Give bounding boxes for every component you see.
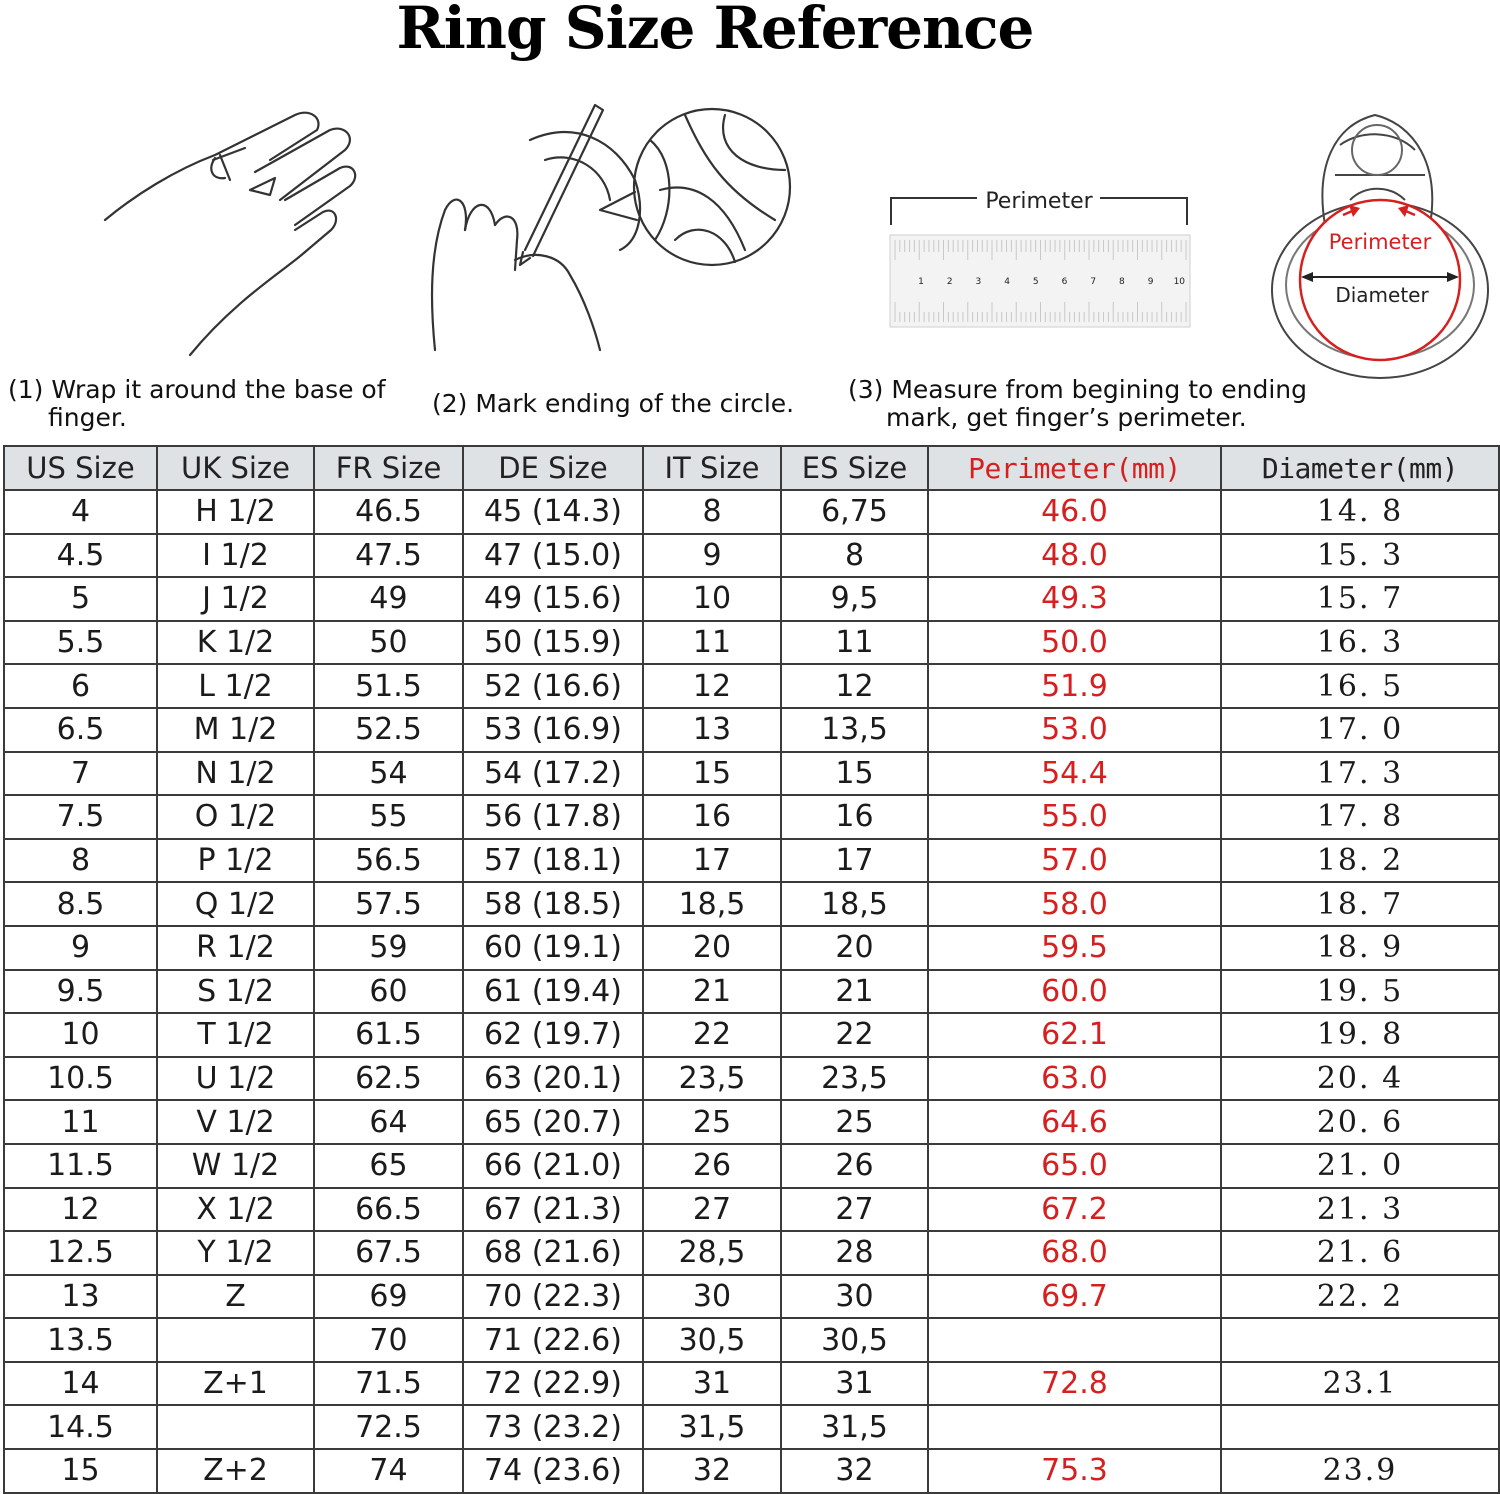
cell-es-size: 28 [781, 1231, 928, 1275]
cell-es-size: 17 [781, 839, 928, 883]
cell-diameter: 18. 7 [1221, 882, 1499, 926]
cell-de-size: 72 (22.9) [463, 1362, 643, 1406]
cell-fr-size: 67.5 [314, 1231, 463, 1275]
cell-it-size: 21 [643, 970, 781, 1014]
cell-fr-size: 62.5 [314, 1057, 463, 1101]
cell-perimeter: 53.0 [928, 708, 1221, 752]
cell-us-size: 7 [4, 752, 157, 796]
cell-de-size: 58 (18.5) [463, 882, 643, 926]
ruler-number: 7 [1090, 277, 1097, 287]
header-uk-size: UK Size [157, 446, 314, 490]
cell-uk-size [157, 1405, 314, 1449]
cell-us-size: 11.5 [4, 1144, 157, 1188]
table-row [4, 534, 1499, 578]
cell-diameter: 15. 3 [1221, 534, 1499, 578]
cell-es-size: 30,5 [781, 1318, 928, 1362]
cell-perimeter: 59.5 [928, 926, 1221, 970]
hand-wrap-illustration [95, 100, 375, 365]
cell-es-size: 26 [781, 1144, 928, 1188]
cell-es-size: 23,5 [781, 1057, 928, 1101]
table-row [4, 1362, 1499, 1406]
cell-diameter: 16. 3 [1221, 621, 1499, 665]
cell-uk-size: K 1/2 [157, 621, 314, 665]
table-row [4, 1144, 1499, 1188]
cell-es-size: 15 [781, 752, 928, 796]
cell-diameter: 23.9 [1221, 1449, 1499, 1493]
cell-it-size: 26 [643, 1144, 781, 1188]
cell-perimeter: 63.0 [928, 1057, 1221, 1101]
cell-it-size: 28,5 [643, 1231, 781, 1275]
cell-diameter: 20. 4 [1221, 1057, 1499, 1101]
cell-perimeter: 55.0 [928, 795, 1221, 839]
cell-diameter: 20. 6 [1221, 1100, 1499, 1144]
cell-perimeter [928, 1318, 1221, 1362]
cell-de-size: 66 (21.0) [463, 1144, 643, 1188]
cell-uk-size: N 1/2 [157, 752, 314, 796]
cell-uk-size: M 1/2 [157, 708, 314, 752]
cell-it-size: 20 [643, 926, 781, 970]
cell-de-size: 54 (17.2) [463, 752, 643, 796]
cell-uk-size [157, 1318, 314, 1362]
cell-perimeter: 60.0 [928, 970, 1221, 1014]
cell-it-size: 31,5 [643, 1405, 781, 1449]
cell-uk-size: T 1/2 [157, 1013, 314, 1057]
table-row [4, 970, 1499, 1014]
cell-de-size: 71 (22.6) [463, 1318, 643, 1362]
step-2-line-1: (2) Mark ending of the circle. [432, 389, 795, 418]
ring-diameter-label: Diameter [1335, 283, 1429, 307]
cell-diameter: 21. 3 [1221, 1188, 1499, 1232]
ruler-number: 8 [1119, 277, 1125, 287]
ruler-number: 4 [1004, 277, 1010, 287]
cell-uk-size: U 1/2 [157, 1057, 314, 1101]
cell-es-size: 31,5 [781, 1405, 928, 1449]
cell-perimeter: 46.0 [928, 490, 1221, 534]
cell-es-size: 9,5 [781, 577, 928, 621]
cell-diameter: 19. 8 [1221, 1013, 1499, 1057]
ruler-number: 3 [975, 277, 982, 287]
cell-diameter: 22. 2 [1221, 1275, 1499, 1319]
header-de-size: DE Size [463, 446, 643, 490]
cell-diameter: 17. 3 [1221, 752, 1499, 796]
cell-it-size: 13 [643, 708, 781, 752]
cell-perimeter: 58.0 [928, 882, 1221, 926]
cell-fr-size: 52.5 [314, 708, 463, 752]
table-row [4, 1318, 1499, 1362]
ruler-perimeter-label: Perimeter [985, 189, 1093, 214]
cell-uk-size: Z [157, 1275, 314, 1319]
cell-uk-size: W 1/2 [157, 1144, 314, 1188]
cell-de-size: 60 (19.1) [463, 926, 643, 970]
cell-us-size: 13.5 [4, 1318, 157, 1362]
cell-us-size: 10.5 [4, 1057, 157, 1101]
cell-fr-size: 72.5 [314, 1405, 463, 1449]
cell-it-size: 27 [643, 1188, 781, 1232]
cell-us-size: 12.5 [4, 1231, 157, 1275]
cell-diameter: 18. 2 [1221, 839, 1499, 883]
cell-fr-size: 59 [314, 926, 463, 970]
cell-de-size: 47 (15.0) [463, 534, 643, 578]
cell-fr-size: 57.5 [314, 882, 463, 926]
cell-fr-size: 71.5 [314, 1362, 463, 1406]
cell-us-size: 14 [4, 1362, 157, 1406]
cell-perimeter: 57.0 [928, 839, 1221, 883]
cell-it-size: 12 [643, 664, 781, 708]
cell-perimeter: 49.3 [928, 577, 1221, 621]
cell-us-size: 7.5 [4, 795, 157, 839]
step-3-caption [848, 376, 1307, 432]
cell-es-size: 11 [781, 621, 928, 665]
table-row [4, 664, 1499, 708]
header-fr-size: FR Size [314, 446, 463, 490]
table-row [4, 1405, 1499, 1449]
step-1-line-2: finger. [48, 403, 127, 432]
table-row [4, 752, 1499, 796]
cell-perimeter: 50.0 [928, 621, 1221, 665]
cell-de-size: 53 (16.9) [463, 708, 643, 752]
cell-fr-size: 50 [314, 621, 463, 665]
header-es-size: ES Size [781, 446, 928, 490]
cell-es-size: 18,5 [781, 882, 928, 926]
cell-de-size: 65 (20.7) [463, 1100, 643, 1144]
cell-it-size: 17 [643, 839, 781, 883]
cell-de-size: 52 (16.6) [463, 664, 643, 708]
cell-de-size: 57 (18.1) [463, 839, 643, 883]
cell-us-size: 14.5 [4, 1405, 157, 1449]
cell-de-size: 50 (15.9) [463, 621, 643, 665]
step-2-caption [432, 390, 794, 418]
cell-us-size: 15 [4, 1449, 157, 1493]
cell-es-size: 25 [781, 1100, 928, 1144]
cell-de-size: 73 (23.2) [463, 1405, 643, 1449]
cell-de-size: 63 (20.1) [463, 1057, 643, 1101]
table-row [4, 708, 1499, 752]
cell-de-size: 49 (15.6) [463, 577, 643, 621]
page-title: Ring Size Reference [396, 0, 1034, 62]
cell-es-size: 6,75 [781, 490, 928, 534]
ruler-number: 1 [918, 277, 924, 287]
cell-us-size: 8 [4, 839, 157, 883]
cell-us-size: 6.5 [4, 708, 157, 752]
table-row [4, 1100, 1499, 1144]
ruler-number: 2 [946, 277, 953, 287]
ring-perimeter-label: Perimeter [1328, 230, 1432, 254]
cell-es-size: 16 [781, 795, 928, 839]
hand-mark-illustration [425, 100, 800, 360]
cell-uk-size: S 1/2 [157, 970, 314, 1014]
cell-de-size: 45 (14.3) [463, 490, 643, 534]
cell-us-size: 6 [4, 664, 157, 708]
cell-fr-size: 51.5 [314, 664, 463, 708]
table-row [4, 926, 1499, 970]
cell-it-size: 9 [643, 534, 781, 578]
cell-diameter [1221, 1318, 1499, 1362]
cell-uk-size: J 1/2 [157, 577, 314, 621]
cell-diameter: 17. 0 [1221, 708, 1499, 752]
cell-de-size: 62 (19.7) [463, 1013, 643, 1057]
table-row [4, 490, 1499, 534]
cell-fr-size: 46.5 [314, 490, 463, 534]
cell-fr-size: 69 [314, 1275, 463, 1319]
cell-perimeter: 48.0 [928, 534, 1221, 578]
cell-fr-size: 61.5 [314, 1013, 463, 1057]
cell-uk-size: Z+2 [157, 1449, 314, 1493]
cell-it-size: 22 [643, 1013, 781, 1057]
header-us-size: US Size [4, 446, 157, 490]
cell-fr-size: 55 [314, 795, 463, 839]
cell-diameter: 19. 5 [1221, 970, 1499, 1014]
cell-perimeter: 54.4 [928, 752, 1221, 796]
table-row [4, 795, 1499, 839]
cell-us-size: 5.5 [4, 621, 157, 665]
table-row [4, 577, 1499, 621]
cell-diameter: 16. 5 [1221, 664, 1499, 708]
cell-us-size: 4.5 [4, 534, 157, 578]
cell-it-size: 15 [643, 752, 781, 796]
cell-us-size: 9.5 [4, 970, 157, 1014]
cell-diameter: 15. 7 [1221, 577, 1499, 621]
cell-uk-size: R 1/2 [157, 926, 314, 970]
cell-it-size: 16 [643, 795, 781, 839]
cell-fr-size: 54 [314, 752, 463, 796]
cell-fr-size: 47.5 [314, 534, 463, 578]
cell-diameter: 21. 0 [1221, 1144, 1499, 1188]
cell-uk-size: Y 1/2 [157, 1231, 314, 1275]
cell-perimeter: 65.0 [928, 1144, 1221, 1188]
cell-us-size: 5 [4, 577, 157, 621]
cell-de-size: 70 (22.3) [463, 1275, 643, 1319]
cell-uk-size: X 1/2 [157, 1188, 314, 1232]
cell-perimeter: 62.1 [928, 1013, 1221, 1057]
cell-de-size: 74 (23.6) [463, 1449, 643, 1493]
cell-fr-size: 66.5 [314, 1188, 463, 1232]
cell-es-size: 22 [781, 1013, 928, 1057]
table-row [4, 882, 1499, 926]
cell-uk-size: V 1/2 [157, 1100, 314, 1144]
ring-perimeter-circle [1300, 200, 1460, 360]
cell-de-size: 56 (17.8) [463, 795, 643, 839]
cell-uk-size: I 1/2 [157, 534, 314, 578]
header-it-size: IT Size [643, 446, 781, 490]
cell-es-size: 12 [781, 664, 928, 708]
cell-diameter: 21. 6 [1221, 1231, 1499, 1275]
table-row [4, 1449, 1499, 1493]
cell-es-size: 8 [781, 534, 928, 578]
cell-de-size: 61 (19.4) [463, 970, 643, 1014]
ruler-number: 10 [1173, 277, 1186, 287]
cell-us-size: 9 [4, 926, 157, 970]
cell-it-size: 31 [643, 1362, 781, 1406]
cell-perimeter: 72.8 [928, 1362, 1221, 1406]
cell-es-size: 30 [781, 1275, 928, 1319]
cell-es-size: 20 [781, 926, 928, 970]
cell-fr-size: 65 [314, 1144, 463, 1188]
cell-it-size: 18,5 [643, 882, 781, 926]
table-header-row [4, 446, 1499, 490]
cell-it-size: 32 [643, 1449, 781, 1493]
cell-it-size: 23,5 [643, 1057, 781, 1101]
cell-diameter: 17. 8 [1221, 795, 1499, 839]
cell-diameter: 18. 9 [1221, 926, 1499, 970]
cell-it-size: 25 [643, 1100, 781, 1144]
cell-de-size: 68 (21.6) [463, 1231, 643, 1275]
cell-perimeter: 51.9 [928, 664, 1221, 708]
cell-it-size: 8 [643, 490, 781, 534]
step-3-line-1: (3) Measure from begining to ending [848, 375, 1307, 404]
ruler-number: 5 [1032, 277, 1039, 287]
table-row [4, 1231, 1499, 1275]
cell-us-size: 12 [4, 1188, 157, 1232]
table-row [4, 1057, 1499, 1101]
step-1-line-1: (1) Wrap it around the base of [8, 375, 386, 404]
cell-it-size: 30 [643, 1275, 781, 1319]
cell-diameter: 14. 8 [1221, 490, 1499, 534]
step-1-caption [8, 376, 386, 432]
cell-uk-size: Q 1/2 [157, 882, 314, 926]
ring-illustration [1265, 105, 1500, 380]
cell-us-size: 8.5 [4, 882, 157, 926]
cell-fr-size: 70 [314, 1318, 463, 1362]
cell-es-size: 31 [781, 1362, 928, 1406]
cell-us-size: 10 [4, 1013, 157, 1057]
cell-uk-size: P 1/2 [157, 839, 314, 883]
ring-size-table [3, 445, 1500, 1494]
cell-us-size: 11 [4, 1100, 157, 1144]
table-row [4, 1275, 1499, 1319]
cell-perimeter: 69.7 [928, 1275, 1221, 1319]
cell-perimeter: 64.6 [928, 1100, 1221, 1144]
header-diameter: Diameter(mm) [1221, 446, 1499, 490]
ruler-illustration [885, 180, 1195, 330]
ruler-number: 6 [1061, 277, 1068, 287]
table-row [4, 1188, 1499, 1232]
cell-diameter [1221, 1405, 1499, 1449]
cell-perimeter: 67.2 [928, 1188, 1221, 1232]
cell-uk-size: H 1/2 [157, 490, 314, 534]
cell-es-size: 27 [781, 1188, 928, 1232]
cell-it-size: 30,5 [643, 1318, 781, 1362]
cell-uk-size: O 1/2 [157, 795, 314, 839]
ruler-number: 9 [1147, 277, 1154, 287]
cell-perimeter [928, 1405, 1221, 1449]
cell-fr-size: 49 [314, 577, 463, 621]
cell-perimeter: 68.0 [928, 1231, 1221, 1275]
cell-fr-size: 56.5 [314, 839, 463, 883]
table-row [4, 621, 1499, 665]
cell-us-size: 13 [4, 1275, 157, 1319]
cell-es-size: 32 [781, 1449, 928, 1493]
cell-es-size: 13,5 [781, 708, 928, 752]
cell-es-size: 21 [781, 970, 928, 1014]
cell-uk-size: Z+1 [157, 1362, 314, 1406]
cell-us-size: 4 [4, 490, 157, 534]
cell-perimeter: 75.3 [928, 1449, 1221, 1493]
cell-uk-size: L 1/2 [157, 664, 314, 708]
cell-fr-size: 60 [314, 970, 463, 1014]
cell-fr-size: 64 [314, 1100, 463, 1144]
table-row [4, 839, 1499, 883]
cell-it-size: 10 [643, 577, 781, 621]
step-3-line-2: mark, get finger’s perimeter. [886, 403, 1247, 432]
cell-fr-size: 74 [314, 1449, 463, 1493]
header-perimeter: Perimeter(mm) [928, 446, 1221, 490]
cell-de-size: 67 (21.3) [463, 1188, 643, 1232]
cell-it-size: 11 [643, 621, 781, 665]
table-row [4, 1013, 1499, 1057]
cell-diameter: 23.1 [1221, 1362, 1499, 1406]
